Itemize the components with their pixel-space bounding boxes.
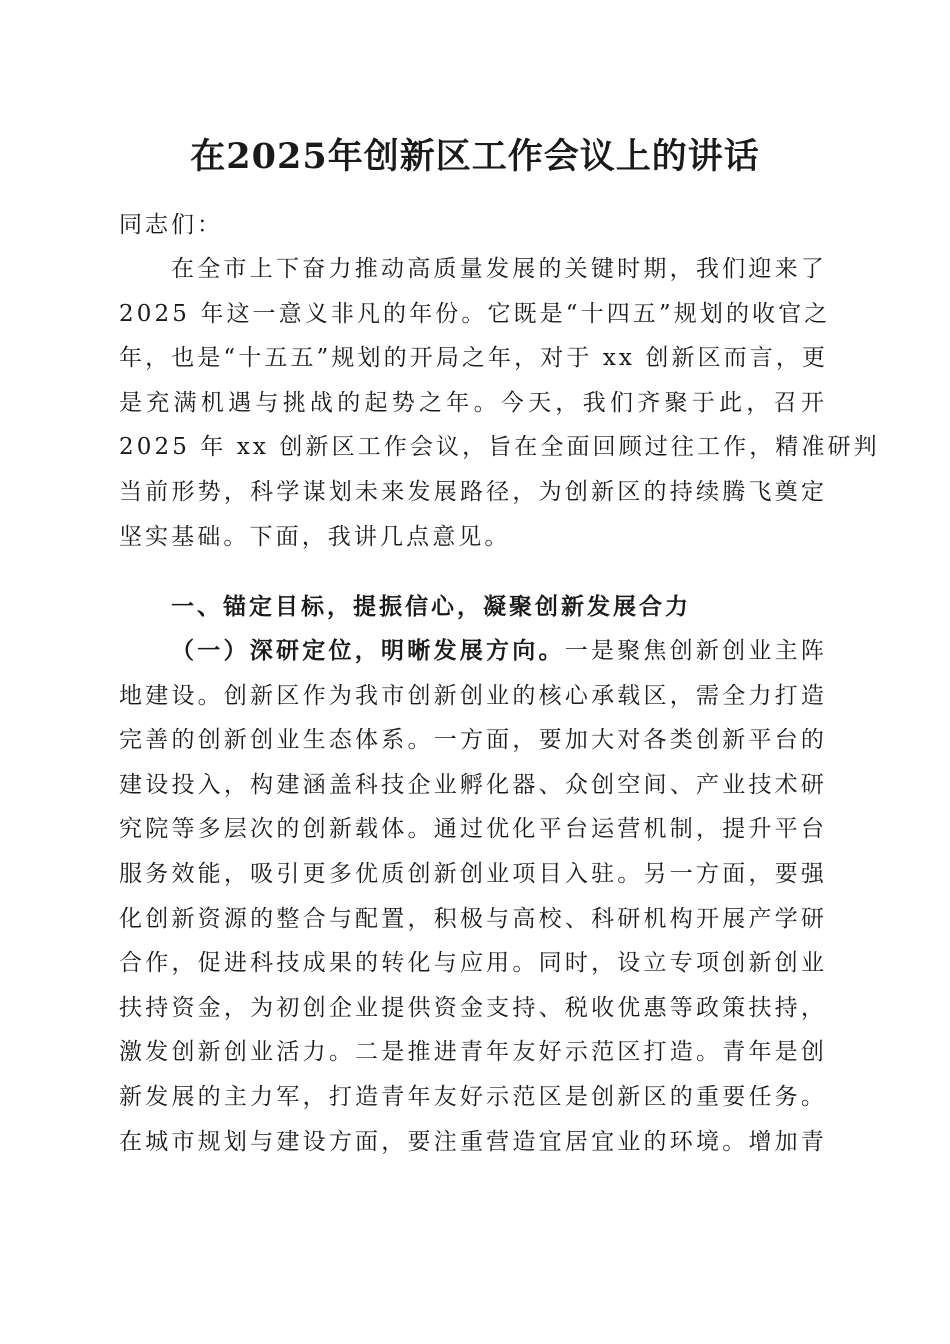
intro-line: 2025 年这一意义非凡的年份。它既是“十四五”规划的收官之 xyxy=(119,300,831,327)
subsection-first-line xyxy=(119,629,827,674)
intro-line: 坚实基础。下面，我讲几点意见。 xyxy=(119,523,511,550)
subsection-line: 激发创新创业活力。二是推进青年友好示范区打造。青年是创 xyxy=(119,1039,827,1066)
page-title: 在2025年创新区工作会议上的讲话 xyxy=(190,136,760,177)
subsection-line: 在城市规划与建设方面，要注重营造宜居宜业的环境。增加青 xyxy=(119,1128,827,1155)
subsection-line: 究院等多层次的创新载体。通过优化平台运营机制，提升平台 xyxy=(119,816,827,843)
subsection-line: 新发展的主力军，打造青年友好示范区是创新区的重要任务。 xyxy=(119,1083,827,1110)
salutation: 同志们： xyxy=(119,212,223,238)
subsection-line: 化创新资源的整合与配置，积极与高校、科研机构开展产学研 xyxy=(119,905,827,932)
section-heading: 一、锚定目标，提振信心，凝聚创新发展合力 xyxy=(171,594,691,620)
intro-line: 2025 年 xx 创新区工作会议，旨在全面回顾过往工作，精准研判 xyxy=(119,434,880,461)
subsection-line: 地建设。创新区作为我市创新创业的核心承载区，需全力打造 xyxy=(119,682,827,709)
subsection-line: 完善的创新创业生态体系。一方面，要加大对各类创新平台的 xyxy=(119,727,827,754)
subsection-line: 合作，促进科技成果的转化与应用。同时，设立专项创新创业 xyxy=(119,950,827,977)
intro-line: 当前形势，科学谋划未来发展路径，为创新区的持续腾飞奠定 xyxy=(119,478,827,505)
subsection-label: （一）深研定位，明晰发展方向。 xyxy=(171,637,565,664)
intro-line: 在全市上下奋力推动高质量发展的关键时期，我们迎来了 xyxy=(171,256,827,282)
intro-line: 年，也是“十五五”规划的开局之年，对于 xx 创新区而言，更 xyxy=(119,345,829,372)
subsection-line: 建设投入，构建涵盖科技企业孵化器、众创空间、产业技术研 xyxy=(119,771,827,798)
subsection-line: 扶持资金，为初创企业提供资金支持、税收优惠等政策扶持， xyxy=(119,994,827,1021)
subsection-line: 服务效能，吸引更多优质创新创业项目入驻。另一方面，要强 xyxy=(119,860,827,887)
intro-paragraph xyxy=(119,247,880,559)
intro-line: 是充满机遇与挑战的起势之年。今天，我们齐聚于此，召开 xyxy=(119,389,827,416)
subsection-paragraph xyxy=(119,629,827,1164)
subsection-first-rest: 一是聚焦创新创业主阵 xyxy=(564,638,827,664)
